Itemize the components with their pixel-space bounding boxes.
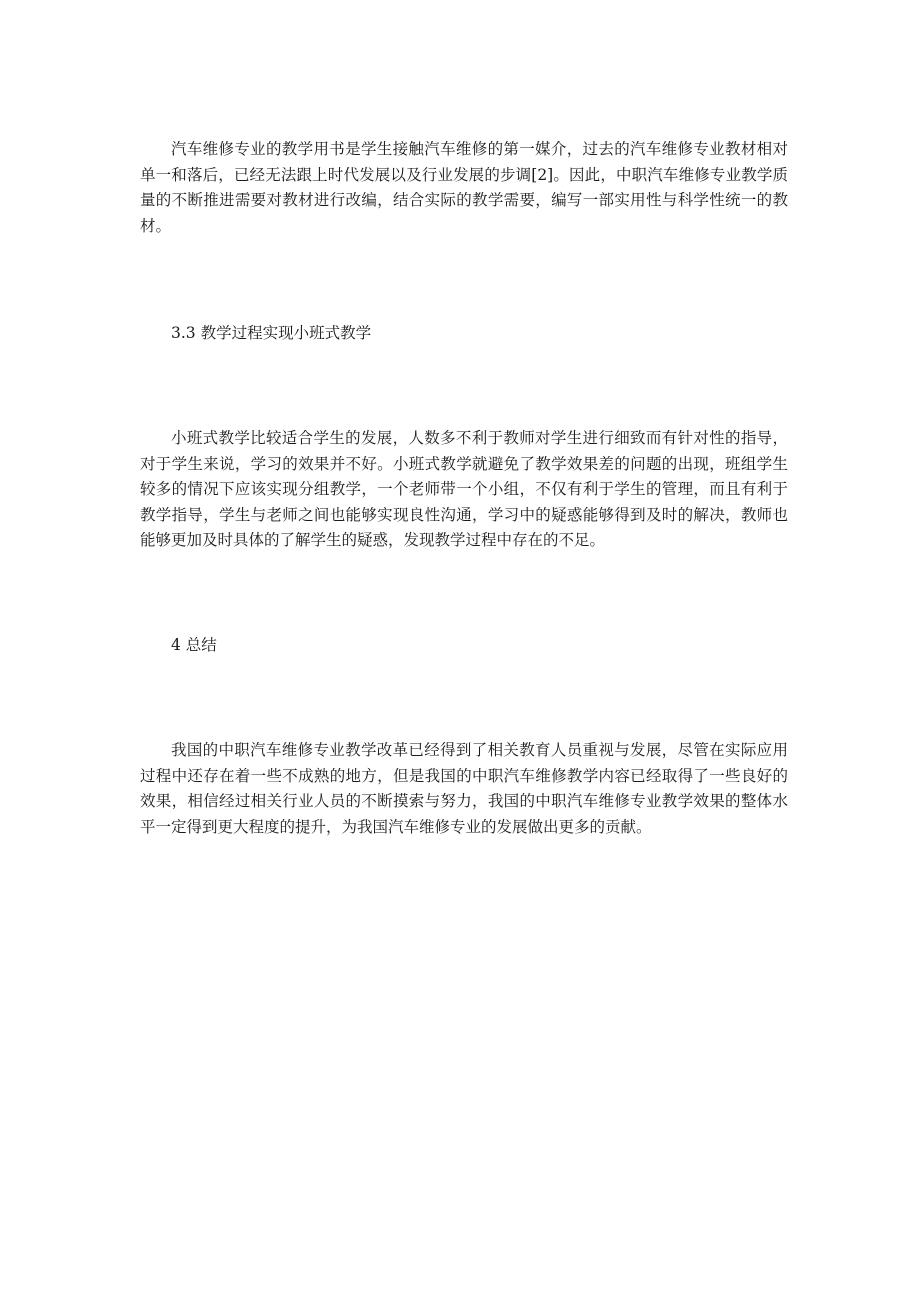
paragraph-small-class-teaching: 小班式教学比较适合学生的发展，人数多不利于教师对学生进行细致而有针对性的指导，对于学生来说，学习的效果并不好。小班式教学就避免了教学效果差的问题的出现，班组学生较多的情况下应该实现分组教学，一个老师带一个小组，不仅有利于学生的管理，而且有利于教学指导，学生与老师之间也能够实现良性沟通，学习中的疑惑能够得到及时的解决，教师也能够更加及时具体的了解学生的疑惑，发现教学过程中存在的不足。 [140,429,788,549]
section-heading-4: 4 总结 [171,636,217,654]
section-heading-3-3: 3.3 教学过程实现小班式教学 [171,324,372,342]
paragraph-summary: 我国的中职汽车维修专业教学改革已经得到了相关教育人员重视与发展，尽管在实际应用过程中还存在着一些不成熟的地方，但是我国的中职汽车维修教学内容已经取得了一些良好的效果，相信经过相关行业人员的不断摸索与努力，我国的中职汽车维修专业教学效果的整体水平一定得到更大程度的提升，为我国汽车维修专业的发展做出更多的贡献。 [140,741,788,836]
paragraph-textbooks: 汽车维修专业的教学用书是学生接触汽车维修的第一媒介，过去的汽车维修专业教材相对单一和落后，已经无法跟上时代发展以及行业发展的步调[2]。因此，中职汽车维修专业教学质量的不断推进需要对教材进行改编，结合实际的教学需要，编写一部实用性与科学性统一的教材。 [140,140,788,235]
